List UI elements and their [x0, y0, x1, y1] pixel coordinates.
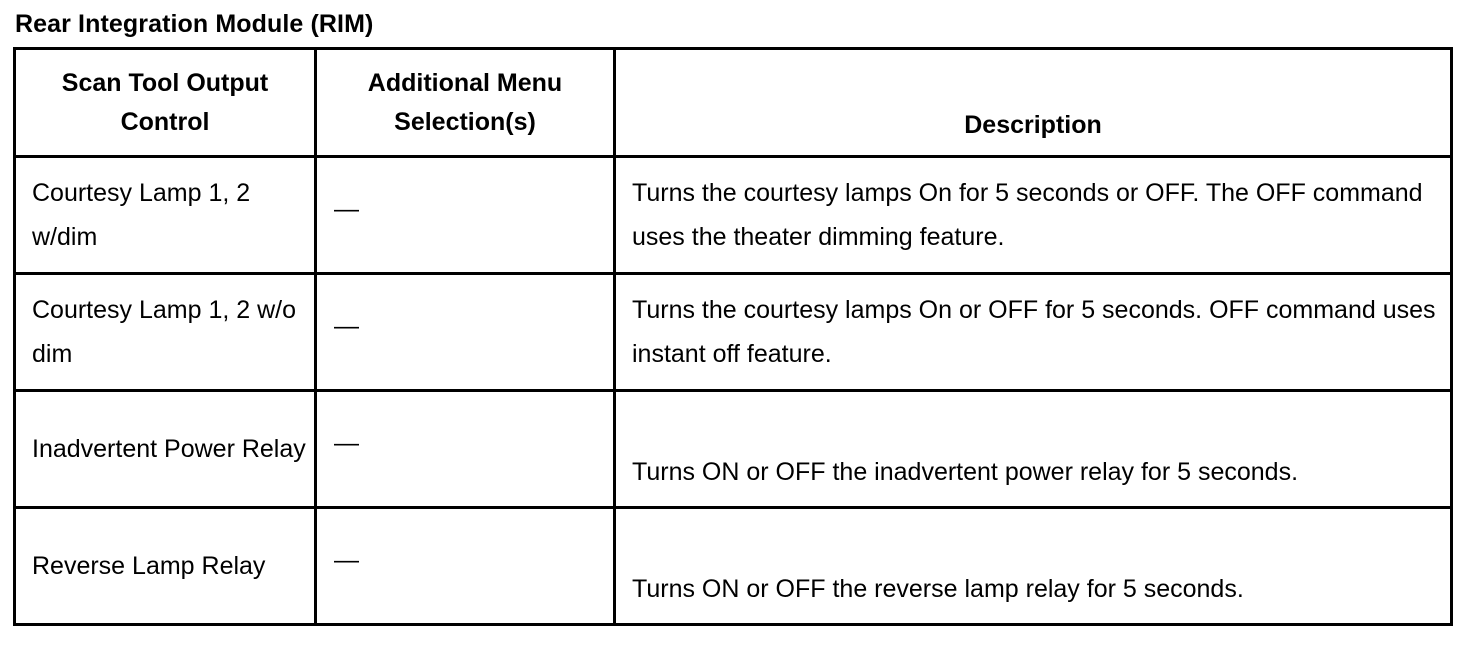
- table-row: [15, 508, 1452, 625]
- cell-menu-value: —: [334, 429, 359, 457]
- header-label-description: Description: [964, 111, 1102, 139]
- cell-menu-selection: [316, 157, 615, 274]
- cell-menu-selection: [316, 508, 615, 625]
- cell-control: Reverse Lamp Relay: [15, 508, 316, 625]
- header-label-control: Scan Tool Output Control: [61, 68, 269, 136]
- cell-description: [615, 391, 1452, 508]
- document-title: Rear Integration Module (RIM): [15, 10, 374, 38]
- cell-menu-selection: [316, 274, 615, 391]
- table-row: [15, 157, 1452, 274]
- cell-description: Turns the courtesy lamps On for 5 seconds or OFF. The OFF command uses the theater dimming feature.: [615, 157, 1452, 274]
- header-scan-tool-output-control: [15, 49, 316, 157]
- cell-description-text: Turns ON or OFF the inadvertent power relay for 5 seconds.: [632, 458, 1299, 486]
- header-label-menu: Additional Menu Selection(s): [367, 68, 563, 136]
- cell-description: [615, 508, 1452, 625]
- cell-menu-value: —: [334, 546, 359, 574]
- table-row: [15, 391, 1452, 508]
- cell-description-text: Turns ON or OFF the reverse lamp relay for 5 seconds.: [632, 575, 1244, 603]
- table-header-row: [15, 49, 1452, 157]
- cell-menu-value: —: [334, 195, 359, 223]
- cell-menu-value: —: [334, 312, 359, 340]
- cell-description: Turns the courtesy lamps On or OFF for 5 seconds. OFF command uses instant off feature.: [615, 274, 1452, 391]
- cell-control: Courtesy Lamp 1, 2 w/o dim: [15, 274, 316, 391]
- output-control-table: [13, 47, 1453, 626]
- cell-control: Inadvertent Power Relay: [15, 391, 316, 508]
- header-additional-menu-selections: [316, 49, 615, 157]
- cell-menu-selection: [316, 391, 615, 508]
- cell-control: Courtesy Lamp 1, 2 w/dim: [15, 157, 316, 274]
- table-row: [15, 274, 1452, 391]
- header-description: [615, 49, 1452, 157]
